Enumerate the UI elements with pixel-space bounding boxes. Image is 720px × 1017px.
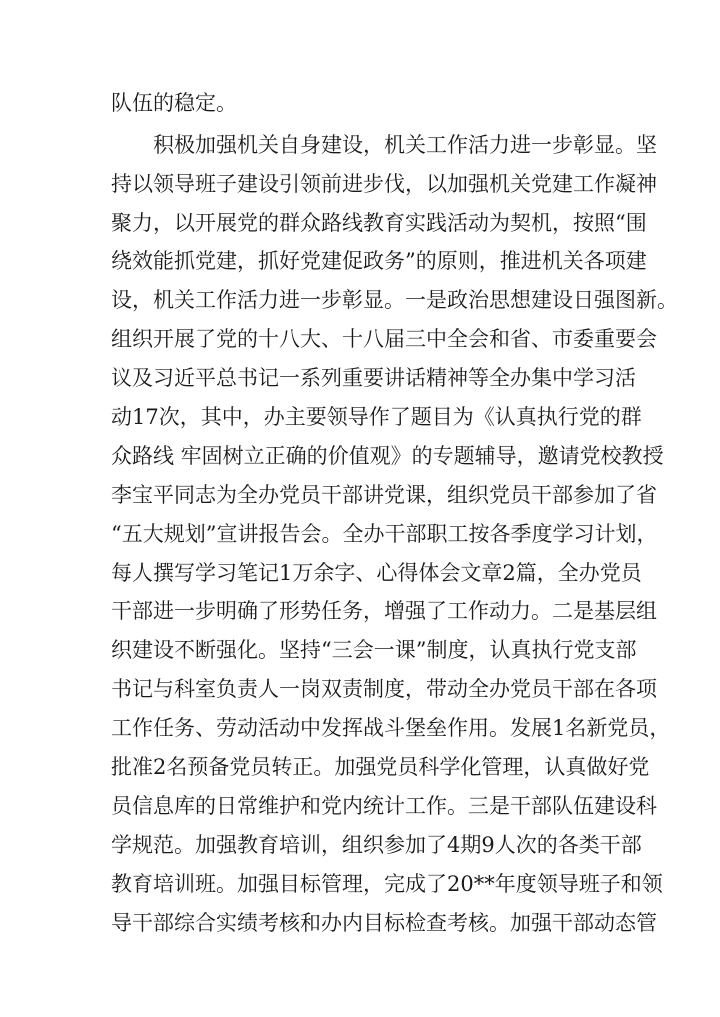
- text-line: 导干部综合实绩考核和办内目标检查考核。加强干部动态管: [111, 911, 657, 935]
- text-line: 员信息库的日常维护和党内统计工作。三是干部队伍建设科: [111, 794, 657, 818]
- text-line: 每人撰写学习笔记1万余字、心得体会文章2篇，全办党员: [111, 561, 642, 585]
- text-line: 李宝平同志为全办党员干部讲党课，组织党员干部参加了省: [111, 483, 657, 507]
- text-line: 众路线 牢固树立正确的价值观》的专题辅导，邀请党校教授: [111, 444, 664, 468]
- text-line: 学规范。加强教育培训，组织参加了4期9人次的各类干部: [111, 833, 642, 857]
- text-line: 议及习近平总书记一系列重要讲话精神等全办集中学习活: [111, 366, 636, 390]
- text-line: 绕效能抓党建，抓好党建促政务”的原则，推进机关各项建: [111, 249, 647, 273]
- text-line: 书记与科室负责人一岗双责制度，带动全办党员干部在各项: [111, 677, 657, 701]
- text-line: 队伍的稳定。: [111, 91, 237, 115]
- paragraph-start-line: 积极加强机关自身建设，机关工作活力进一步彰显。坚: [153, 133, 657, 157]
- text-line: 组织开展了党的十八大、十八届三中全会和省、市委重要会: [111, 327, 657, 351]
- text-line: 织建设不断强化。坚持“三会一课”制度，认真执行党支部: [111, 638, 637, 662]
- text-line: 教育培训班。加强目标管理，完成了20**年度领导班子和领: [111, 872, 663, 896]
- text-line: 设，机关工作活力进一步彰显。一是政治思想建设日强图新。: [111, 288, 678, 312]
- text-line: 干部进一步明确了形势任务，增强了工作动力。二是基层组: [111, 599, 657, 623]
- text-line: “五大规划”宣讲报告会。全办干部职工按各季度学习计划，: [111, 522, 658, 546]
- text-line: 工作任务、劳动活动中发挥战斗堡垒作用。发展1名新党员，: [111, 716, 671, 740]
- text-line: 批准2名预备党员转正。加强党员科学化管理，认真做好党: [111, 755, 650, 779]
- text-line: 聚力，以开展党的群众路线教育实践活动为契机，按照“围: [111, 211, 647, 235]
- text-line: 持以领导班子建设引领前进步伐，以加强机关党建工作凝神: [111, 172, 657, 196]
- text-line: 动17次，其中，办主要领导作了题目为《认真执行党的群: [111, 405, 642, 429]
